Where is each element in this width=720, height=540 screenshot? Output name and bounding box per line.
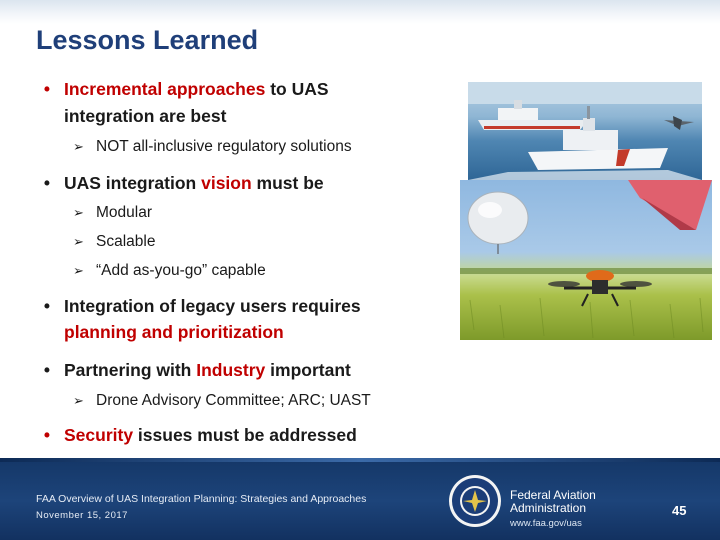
bullet-2-highlight: vision xyxy=(201,173,252,193)
bullet-5-post: issues must be addressed xyxy=(133,425,357,445)
bullet-4-sub-1 xyxy=(73,391,371,411)
bullet-1-line2: integration are best xyxy=(64,106,227,126)
arrow-bullet-icon: ➢ xyxy=(73,263,84,278)
bullet-2-sub-1 xyxy=(73,203,152,223)
ships-illustration xyxy=(468,82,702,180)
arrow-bullet-icon: ➢ xyxy=(73,139,84,154)
agency-line-1: Federal Aviation xyxy=(510,488,596,502)
bullet-dot: • xyxy=(43,296,51,316)
bullet-dot: • xyxy=(43,425,51,445)
quadcopter-shape xyxy=(548,270,652,306)
bullet-4-pre: Partnering with xyxy=(64,360,197,380)
sub-item-text: Scalable xyxy=(96,233,156,250)
sub-item-text: “Add as-you-go” capable xyxy=(96,262,266,279)
agency-name xyxy=(510,489,596,515)
faa-seal-icon xyxy=(448,474,502,528)
bullet-2-pre: UAS integration xyxy=(64,173,202,193)
bullet-dot: • xyxy=(43,360,51,380)
slide-title: Lessons Learned xyxy=(36,25,259,55)
bullet-3-text: Integration of legacy users requires xyxy=(64,296,361,316)
bullet-1-text: to UAS xyxy=(265,79,329,99)
bullet-1-sub-1 xyxy=(73,137,352,157)
arrow-bullet-icon: ➢ xyxy=(73,234,84,249)
sub-item-text: Modular xyxy=(96,204,152,221)
bullet-1-highlight: Incremental approaches xyxy=(64,79,266,99)
agency-line-2: Administration xyxy=(510,501,587,515)
page-number: 45 xyxy=(672,503,687,518)
bullet-4-post: important xyxy=(265,360,351,380)
drones-illustration xyxy=(460,180,712,340)
sub-item-text: Drone Advisory Committee; ARC; UAST xyxy=(96,392,371,409)
bullet-4 xyxy=(43,359,351,381)
bullet-2-post: must be xyxy=(251,173,324,193)
footer-date: November 15, 2017 xyxy=(36,510,128,521)
bullet-2-sub-2 xyxy=(73,232,156,252)
footer-presentation-title: FAA Overview of UAS Integration Planning: Strategies and Approaches xyxy=(36,493,367,505)
sub-item-text: NOT all-inclusive regulatory solutions xyxy=(96,138,352,155)
coast-guard-ships-photo xyxy=(468,82,702,180)
bullet-5-highlight: Security xyxy=(64,425,134,445)
bullet-1 xyxy=(43,78,329,100)
bullet-dot: • xyxy=(43,79,51,99)
bullet-3-highlight: planning and prioritization xyxy=(64,322,284,342)
bullet-dot: • xyxy=(43,173,51,193)
bullet-3 xyxy=(43,295,361,317)
bullet-5 xyxy=(43,424,357,446)
agency-url: www.faa.gov/uas xyxy=(510,518,582,529)
bullet-4-highlight: Industry xyxy=(196,360,266,380)
drones-field-photo xyxy=(460,180,712,340)
bullet-2 xyxy=(43,172,324,194)
arrow-bullet-icon: ➢ xyxy=(73,393,84,408)
arrow-bullet-icon: ➢ xyxy=(73,205,84,220)
bullet-2-sub-3 xyxy=(73,261,266,281)
